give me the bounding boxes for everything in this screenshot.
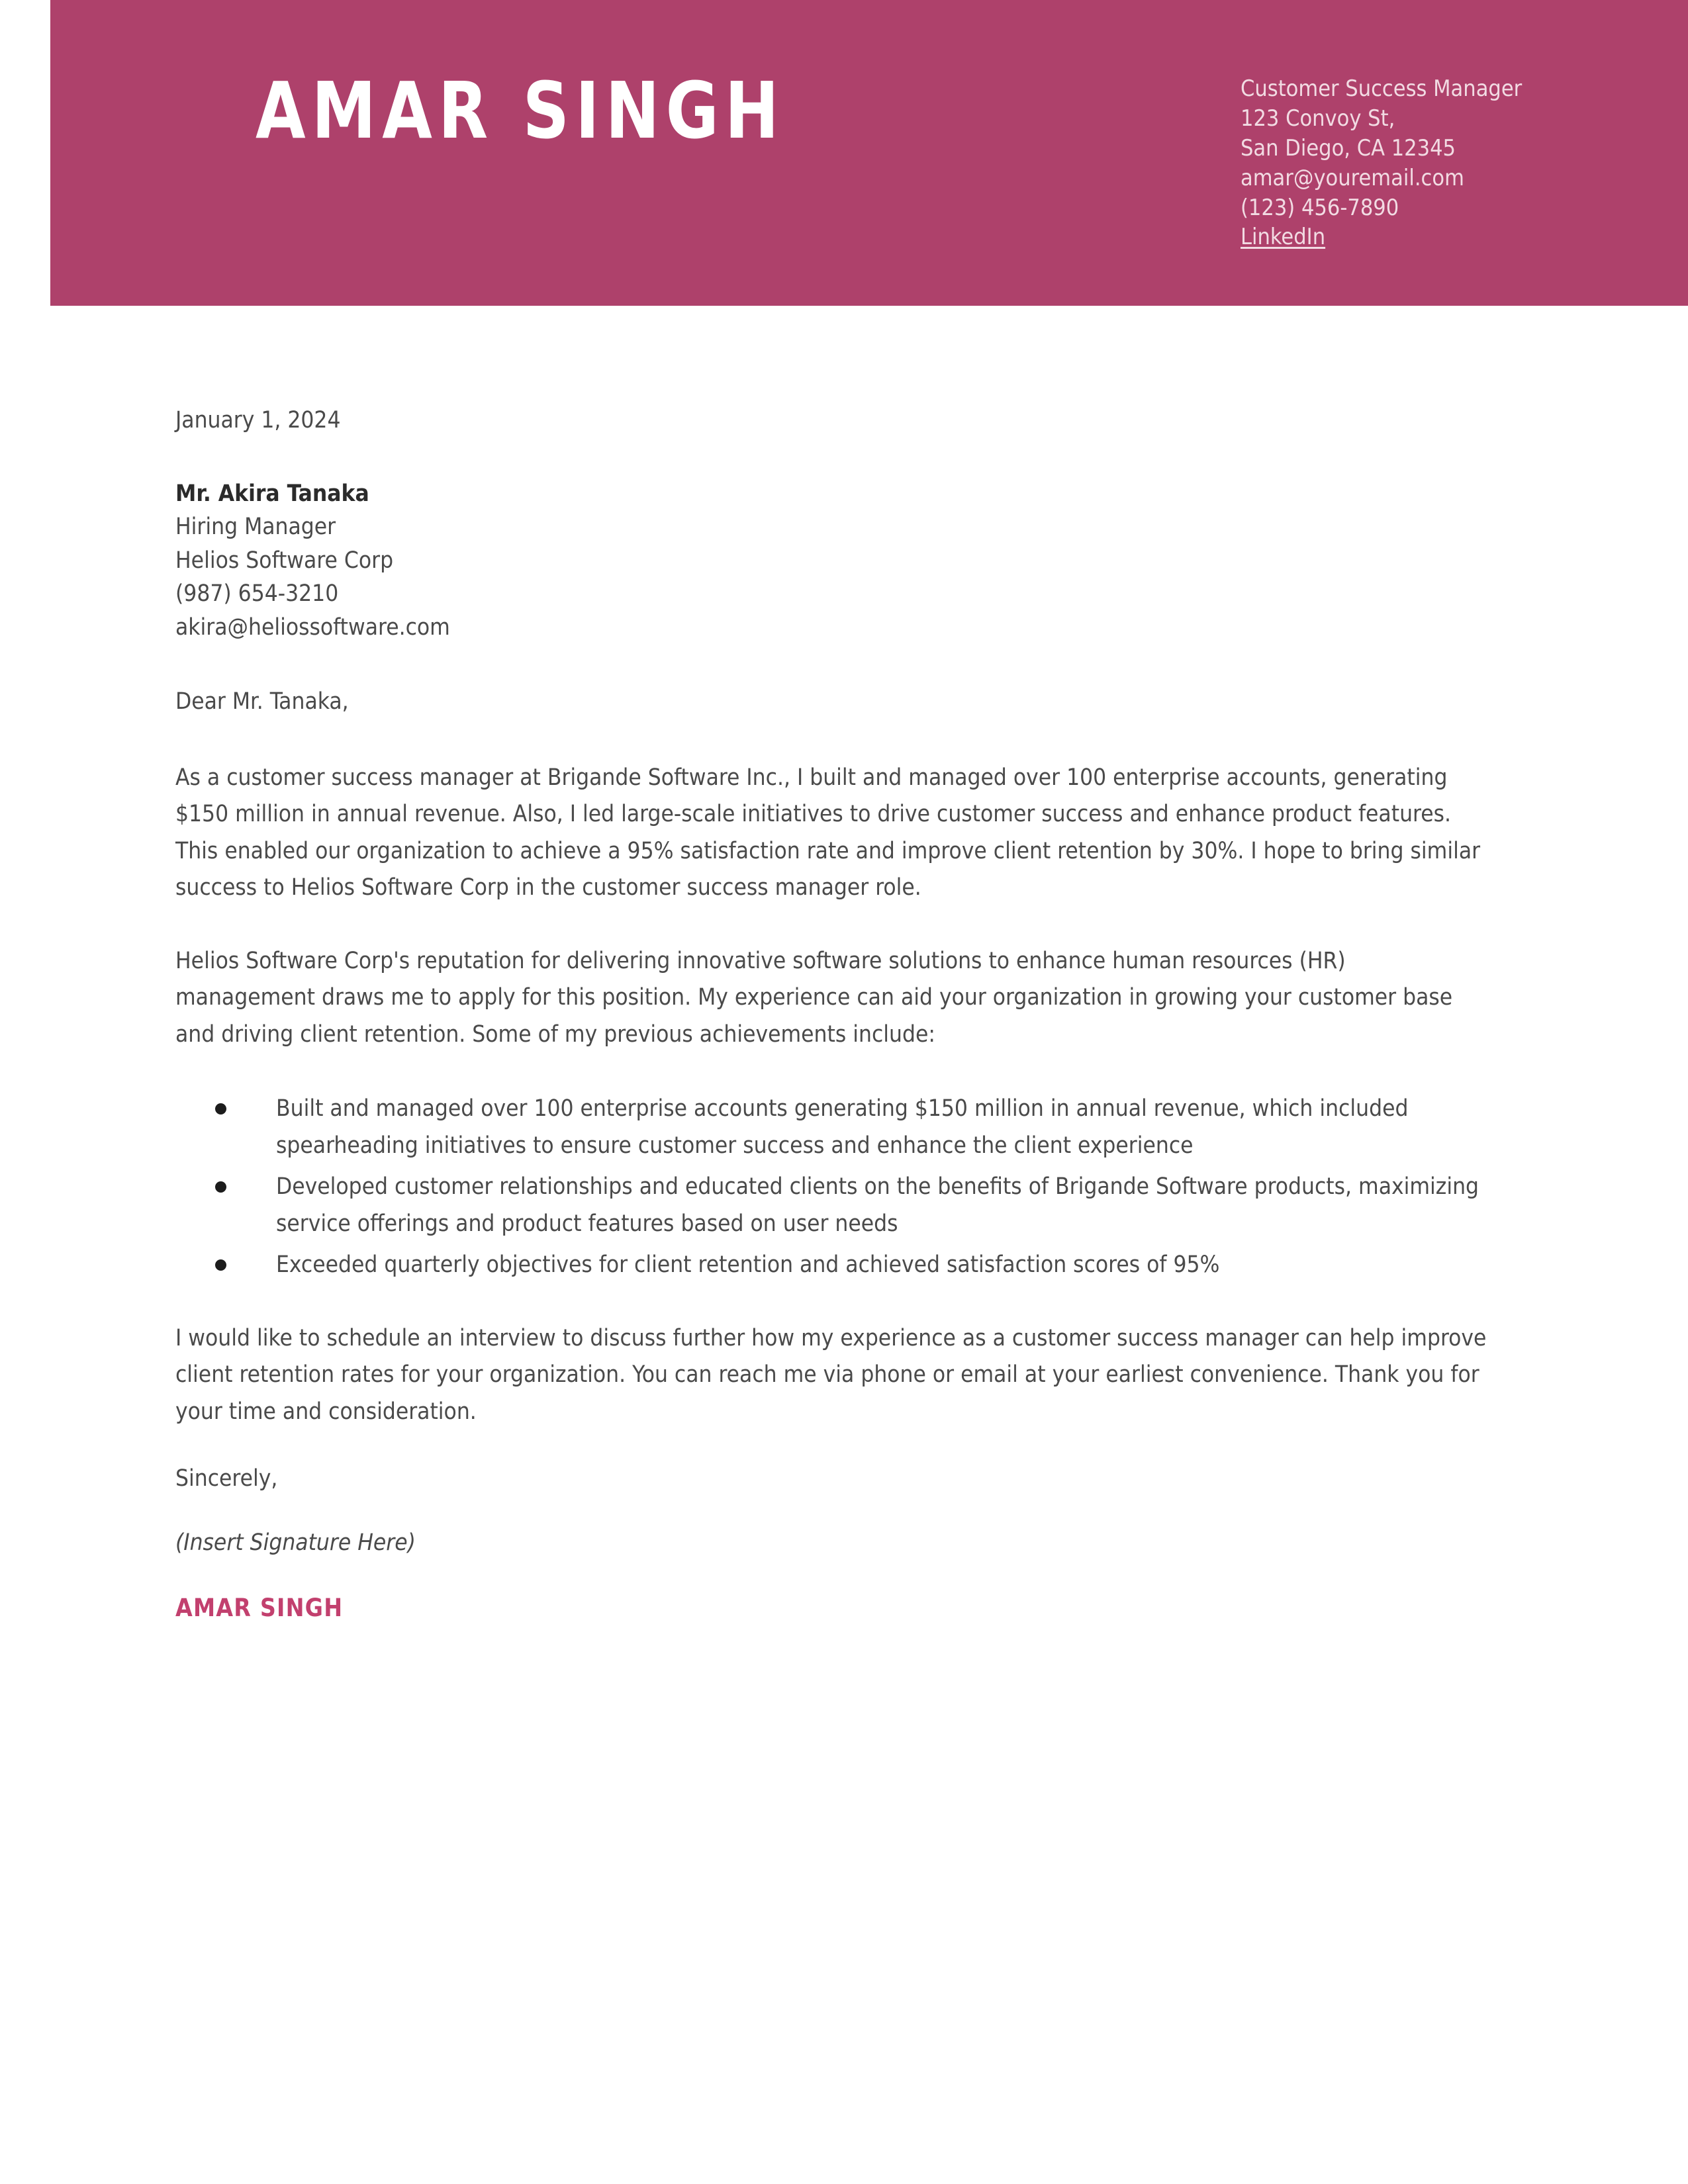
recipient-email: akira@heliossoftware.com	[175, 614, 450, 641]
contact-phone: (123) 456-7890	[1241, 194, 1399, 221]
page-title: AMAR SINGH	[256, 65, 785, 156]
list-item	[175, 1246, 1489, 1283]
salutation: Dear Mr. Tanaka,	[175, 688, 349, 715]
bullet-dot-icon	[215, 1259, 226, 1271]
body-paragraph-3: I would like to schedule an interview to discuss further how my experience as a customer success manager can help improve client retention rates for your organization. You can reach me via phone or email at your earliest convenience. Thank you for your time and consideration.	[175, 1325, 1487, 1425]
recipient-name: Mr. Akira Tanaka	[175, 480, 369, 507]
recipient-phone: (987) 654-3210	[175, 580, 339, 608]
contact-street: 123 Convoy St,	[1241, 105, 1395, 132]
letter-date: January 1, 2024	[175, 407, 341, 433]
achievement-text: Developed customer relationships and educated clients on the benefits of Brigande Software products, maximizing service offerings and product features based on user needs	[276, 1173, 1479, 1238]
closing-salutation: Sincerely,	[175, 1465, 278, 1492]
contact-email[interactable]: amar@youremail.com	[1241, 164, 1464, 191]
contact-linkedin-link-wrapper	[1241, 222, 1664, 252]
achievement-text: Exceeded quarterly objectives for client retention and achieved satisfaction scores of 95%	[276, 1251, 1220, 1279]
bullet-dot-icon	[215, 1181, 226, 1193]
contact-job-title: Customer Success Manager	[1241, 75, 1523, 102]
bullet-dot-icon	[215, 1103, 226, 1115]
list-item	[175, 1090, 1489, 1164]
recipient-block	[175, 477, 1489, 644]
signature-placeholder: (Insert Signature Here)	[175, 1529, 416, 1556]
recipient-title: Hiring Manager	[175, 514, 336, 541]
linkedin-link[interactable]: LinkedIn	[1241, 224, 1326, 251]
body-paragraph-2: Helios Software Corp's reputation for delivering innovative software solutions to enhance human resources (HR) management draws me to apply for this position. My experience can aid your organization in growing your customer base and driving client retention. Some of my previous achievements include:	[175, 948, 1453, 1048]
letter-body	[175, 409, 1489, 1620]
achievements-list	[175, 1090, 1489, 1283]
letter-header-band	[50, 0, 1688, 306]
body-paragraph-1: As a customer success manager at Brigande Software Inc., I built and managed over 100 enterprise accounts, generating $150 million in annual revenue. Also, I led large-scale initiatives to drive customer success and enhance product features. This enabled our organization to achieve a 95% satisfaction rate and improve client retention by 30%. I hope to bring similar success to Helios Software Corp in the customer success manager role.	[175, 764, 1481, 901]
achievement-text: Built and managed over 100 enterprise accounts generating $150 million in annual revenue, which included spearheading initiatives to ensure customer success and enhance the client experience	[276, 1095, 1409, 1160]
recipient-company: Helios Software Corp	[175, 547, 394, 574]
contact-city-state-zip: San Diego, CA 12345	[1241, 134, 1456, 161]
list-item	[175, 1168, 1489, 1242]
header-contact-block	[1241, 74, 1664, 252]
signature-name: AMAR SINGH	[175, 1593, 344, 1622]
